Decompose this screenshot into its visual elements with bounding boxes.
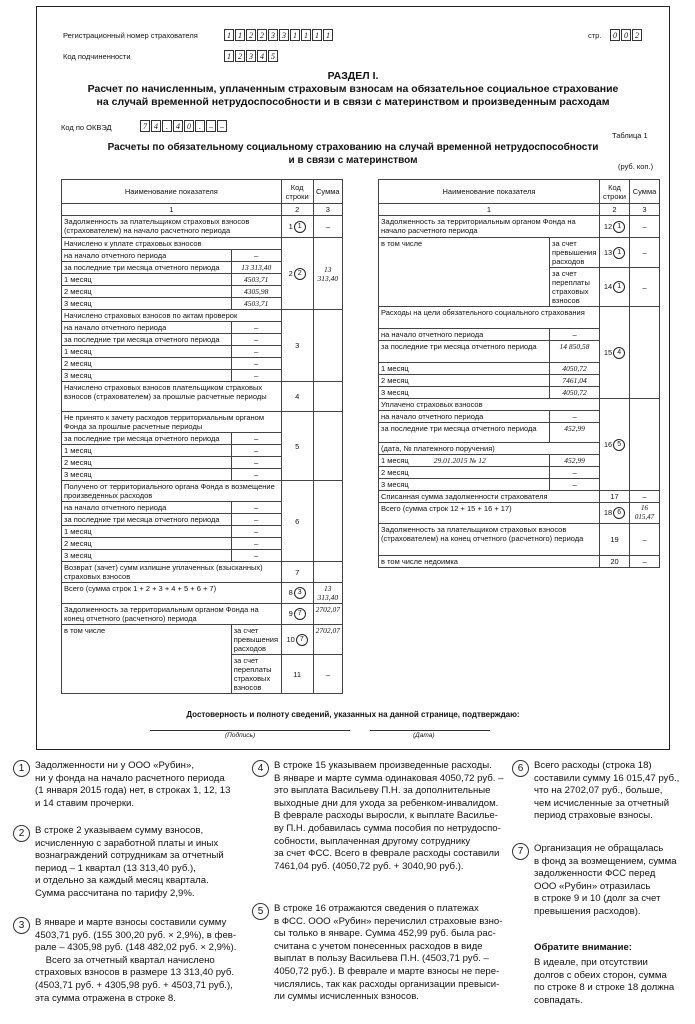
code-cell: 7 — [140, 120, 150, 132]
code-cell: 1 — [224, 29, 234, 41]
code-cell: . — [162, 120, 172, 132]
sub-value: – — [231, 334, 281, 346]
note-line: Задолженности ни у ООО «Рубин», — [35, 760, 194, 771]
note-line: за счет ФСС. Всего в феврале расходы составили — [274, 848, 500, 860]
code-cell: 1 — [323, 29, 333, 41]
note-line: в ФСС. ООО «Рубин» перечислил страховые взно- — [274, 915, 503, 927]
sub-value: – — [550, 329, 600, 341]
row-label: в том числе недоимка — [379, 556, 600, 568]
sub-code-cells — [224, 50, 279, 62]
row-sum: 13 313,40 — [313, 238, 342, 310]
row-code: 12 1 — [600, 216, 630, 238]
note-line: и 14 ставим прочерки. — [35, 797, 135, 809]
sub-value: – — [231, 457, 281, 469]
row-sum — [313, 412, 342, 481]
code-cell: 1 — [224, 50, 234, 62]
note-line: задолженности ФСС перед — [534, 868, 656, 880]
note-line: составили сумму 16 015,47 руб., — [534, 772, 680, 784]
col-name-header: Наименование показателя — [379, 180, 600, 204]
note-line: совпадать. — [534, 994, 583, 1006]
badge-icon: 7 — [294, 608, 306, 620]
sub-value: – — [231, 526, 281, 538]
code-cell: 1 — [301, 29, 311, 41]
row-code: 18 6 — [600, 503, 630, 524]
sub-code-label: Код подчиненности — [63, 52, 131, 61]
note-text — [274, 760, 503, 873]
sub-value: – — [231, 358, 281, 370]
code-cell: 0 — [610, 29, 620, 41]
col-sum-header: Сумма — [313, 180, 342, 204]
row-sum: – — [629, 556, 659, 568]
col-num: 3 — [629, 204, 659, 216]
row-sum: 2702,07 — [313, 604, 342, 625]
note-line: исчисленную с заработной платы и иных — [35, 837, 219, 849]
table-title-1: Расчеты по обязательному социальному страхованию на случай временной нетрудоспособности — [107, 142, 599, 153]
sub-label: 3 месяц — [62, 550, 232, 562]
row-sum: – — [629, 524, 659, 556]
sub-value: 4503,71 — [231, 298, 281, 310]
note-line: выходные дни для ухода за ребенком-инвалидом. — [274, 797, 499, 809]
table-title-2: и в связи с материнством — [288, 155, 418, 166]
row-label: за счет переплаты страховых взносов — [550, 268, 600, 307]
note-line: в фонд за возмещением, сумма — [534, 855, 677, 867]
sub-label: на начало отчетного периода — [379, 411, 550, 423]
code-cell: 2 — [632, 29, 642, 41]
code-cell: 2 — [246, 29, 256, 41]
code-cell: 1 — [312, 29, 322, 41]
note-line: Всего расходы (строка 18) — [534, 760, 652, 771]
note-text — [35, 917, 236, 1005]
note-line: В строке 15 указываем произведенные расходы. — [274, 760, 492, 771]
col-num: 2 — [600, 204, 630, 216]
sign-line — [150, 730, 350, 731]
badge-icon: 1 — [613, 247, 625, 259]
sub-value: – — [231, 346, 281, 358]
row-label: Уплачено страховых взносов — [379, 399, 600, 411]
note-text — [534, 843, 677, 919]
sub-label: за последние три месяца отчетного периода — [379, 341, 550, 363]
note-line: Всего за отчетный квартал начислено — [35, 954, 215, 966]
sub-label: на начало отчетного периода — [62, 250, 232, 262]
row-sum: – — [313, 655, 342, 694]
section-subtitle-2: на случай временной нетрудоспособности и в связи с материнством и произведенным расходам — [96, 96, 610, 108]
right-table — [378, 179, 660, 568]
row-code: 14 1 — [600, 268, 630, 307]
sub-label: за последние три месяца отчетного периода — [62, 262, 232, 274]
row-sum: – — [629, 238, 659, 268]
row-sum: 2702,07 — [313, 625, 342, 655]
note-line: ни у фонда на начало расчетного периода — [35, 772, 225, 784]
note-line: ООО «Рубин» отразилась — [534, 880, 651, 892]
sub-value: 14 850,58 — [550, 341, 600, 363]
note-line: собности, выплаченная другому сотруднику — [274, 835, 471, 847]
row-code: 3 — [281, 310, 313, 382]
row-sum — [313, 562, 342, 583]
left-table — [61, 179, 343, 694]
badge-icon: 7 — [512, 843, 529, 860]
reg-number-label: Регистрационный номер страхователя — [63, 31, 198, 40]
code-cell: 3 — [246, 50, 256, 62]
row-sum: 16 015,47 — [629, 503, 659, 524]
sub-value: 4305,98 — [231, 286, 281, 298]
sub-label: 1 месяц — [62, 526, 232, 538]
attention-title: Обратите внимание: — [534, 942, 632, 953]
sub-label: 2 месяц — [62, 358, 232, 370]
row-code: 6 — [281, 481, 313, 562]
row-label: за счет переплаты страховых взносов — [231, 655, 281, 694]
row-sum: – — [629, 491, 659, 503]
sub-label: 1 месяц — [62, 445, 232, 457]
row-code: 10 7 — [281, 625, 313, 655]
sub-label: 1 месяц — [62, 346, 232, 358]
badge-icon: 5 — [252, 903, 269, 920]
table-number: Таблица 1 — [612, 131, 648, 140]
sub-label: 2 месяц — [379, 467, 550, 479]
row-label: Всего (сумма строк 12 + 15 + 16 + 17) — [379, 503, 600, 524]
code-cell: 4 — [151, 120, 161, 132]
date-line — [370, 730, 490, 731]
attention-text — [534, 957, 694, 1007]
badge-icon: 3 — [294, 587, 306, 599]
col-num: 2 — [281, 204, 313, 216]
row-sum: – — [313, 216, 342, 238]
note-line: 4050,72 руб.). В феврале и марте взносы не пере- — [274, 965, 500, 977]
row-code: 4 — [281, 382, 313, 412]
sub-value: – — [231, 370, 281, 382]
sub-value: – — [231, 322, 281, 334]
col-code-header: Код строки — [600, 180, 630, 204]
badge-icon: 5 — [613, 439, 625, 451]
row-label: Начислено страховых взносов по актам проверок — [62, 310, 282, 322]
row-label: Задолженность за территориальным органом Фонда на начало расчетного периода — [379, 216, 600, 238]
note-line: эта сумма отражена в строке 8. — [35, 992, 176, 1004]
row-sum — [313, 481, 342, 562]
col-name-header: Наименование показателя — [62, 180, 282, 204]
code-cell: 0 — [184, 120, 194, 132]
col-num: 3 — [313, 204, 342, 216]
row-label: в том числе — [62, 625, 232, 694]
code-cell: 2 — [235, 50, 245, 62]
row-code: 2 2 — [281, 238, 313, 310]
code-cell: 1 — [290, 29, 300, 41]
row-label: Задолженность за плательщиком страховых взносов (страхователем) на начало расчетного периода — [62, 216, 282, 238]
row-code: 9 7 — [281, 604, 313, 625]
note-line: В строке 16 отражаются сведения о платежах — [274, 903, 479, 914]
note-line: страховых взносов в размере 13 313,40 руб. — [35, 967, 234, 979]
page-number-cells — [610, 29, 643, 41]
code-cell: 2 — [257, 29, 267, 41]
note-text — [274, 903, 502, 1004]
sub-value: – — [550, 467, 600, 479]
sign-caption: (Подпись) — [225, 732, 256, 739]
sub-value: – — [231, 538, 281, 550]
note-line: (1 января 2015 года) нет, в строках 1, 12, 13 — [35, 785, 231, 797]
row-label: Возврат (зачет) сумм излишне уплаченных (взысканных) страховых взносов — [62, 562, 282, 583]
code-cell: 0 — [621, 29, 631, 41]
confirm-text: Достоверность и полноту сведений, указанных на данной странице, подтверждаю: — [186, 710, 520, 719]
badge-icon: 1 — [613, 281, 625, 293]
note-line: в строке 9 и 10 (долг за счет — [534, 893, 661, 905]
row-sum: – — [629, 216, 659, 238]
row-label: Списанная сумма задолженности страхователя — [379, 491, 600, 503]
note-line: превышения расходов). — [534, 905, 641, 917]
col-code-header: Код строки — [281, 180, 313, 204]
row-code: 13 1 — [600, 238, 630, 268]
sub-label: на начало отчетного периода — [62, 322, 232, 334]
note-line: выплат в пользу Васильева П.Н. (4503,71 руб. – — [274, 953, 489, 965]
sub-label: за последние три месяца отчетного периода — [379, 423, 550, 443]
row-code: 7 — [281, 562, 313, 583]
sub-label: 3 месяц — [62, 298, 232, 310]
code-cell: 4 — [173, 120, 183, 132]
code-cell: . — [195, 120, 205, 132]
code-cell: 1 — [235, 29, 245, 41]
note-line: вознаграждений сотрудникам за отчетный — [35, 850, 224, 862]
badge-icon: 4 — [613, 347, 625, 359]
badge-icon: 1 — [294, 221, 306, 233]
row-label: Всего (сумма строк 1 + 2 + 3 + 4 + 5 + 6 + 7) — [62, 583, 282, 604]
badge-icon: 6 — [512, 760, 529, 777]
sub-value: – — [231, 445, 281, 457]
row-label: Задолженность за территориальным органом Фонда на конец отчетного (расчетного) периода — [62, 604, 282, 625]
row-code: 19 — [600, 524, 630, 556]
row-label: Начислено страховых взносов плательщиком страховых взносов (страхователем) за прошлые расчетные периоды — [62, 382, 282, 412]
note-line: ли суммы исчисленных взносов. — [274, 991, 419, 1003]
sub-label: 1 месяц — [379, 363, 550, 375]
row-sum — [313, 310, 342, 382]
row-label: Задолженность за плательщиком страховых взносов (страхователем) на конец отчетного (расчетного) периода — [379, 524, 600, 556]
sub-value: – — [231, 433, 281, 445]
page-label: стр. — [588, 31, 602, 40]
badge-icon: 7 — [296, 634, 308, 646]
code-cell: 3 — [268, 29, 278, 41]
sub-label: 2 месяц — [62, 538, 232, 550]
sub-value: – — [231, 469, 281, 481]
note-line: долгов с обеих сторон, сумма — [534, 969, 667, 981]
note-line: рале – 4305,98 руб. (148 482,02 руб. × 2,9%). — [35, 942, 237, 954]
sub-value: 4050,72 — [550, 363, 600, 375]
row-sum — [629, 307, 659, 399]
note-line: период страховые взносы. — [534, 810, 653, 822]
sub-label: 2 месяц — [62, 286, 232, 298]
col-num: 1 — [379, 204, 600, 216]
sub-value: 452,99 — [550, 455, 600, 467]
sub-label: 2 месяц — [379, 375, 550, 387]
units-label: (руб. коп.) — [618, 162, 654, 171]
row-code: 17 — [600, 491, 630, 503]
row-code: 16 5 — [600, 399, 630, 491]
okved-cells — [140, 120, 228, 132]
sub-value: 4503,71 — [231, 274, 281, 286]
row-label: Получено от территориального органа Фонда в возмещение произведенных расходов — [62, 481, 282, 502]
sub-label: 3 месяц — [379, 387, 550, 399]
badge-icon: 1 — [613, 221, 625, 233]
sub-label: 3 месяц — [379, 479, 550, 491]
sub-value: – — [231, 250, 281, 262]
row-code: 5 — [281, 412, 313, 481]
note-text — [534, 760, 679, 823]
row-label: в том числе — [379, 238, 550, 307]
note-line: Организация не обращалась — [534, 843, 664, 854]
note-line: Сумма рассчитана по тарифу 2,9%. — [35, 887, 195, 899]
code-cell: – — [217, 120, 227, 132]
reg-number-cells — [224, 29, 334, 41]
sub-label: за последние три месяца отчетного периода — [62, 334, 232, 346]
badge-icon: 2 — [13, 825, 30, 842]
row-label: Не принято к зачету расходов территориальным органом Фонда за прошлые расчетные периоды — [62, 412, 282, 433]
row-label: Начислено к уплате страховых взносов — [62, 238, 282, 250]
sub-label: 2 месяц — [62, 457, 232, 469]
col-sum-header: Сумма — [629, 180, 659, 204]
sub-value: 4050,72 — [550, 387, 600, 399]
note-line: числялись, так как расходы организации превыси- — [274, 978, 500, 990]
note-text — [35, 825, 224, 901]
note-line: 4503,71 руб. (155 300,20 руб. × 2,9%), в фев- — [35, 929, 237, 941]
note-line: это выплата Васильеву П.Н. за дополнительные — [274, 785, 491, 797]
okved-label: Код по ОКВЭД — [61, 123, 112, 132]
sub-value: – — [231, 514, 281, 526]
note-line: чем исчисленные за отчетный — [534, 797, 670, 809]
code-cell: 3 — [279, 29, 289, 41]
code-cell: 5 — [268, 50, 278, 62]
row-label: Расходы на цели обязательного социального страхования — [379, 307, 600, 329]
note-line: период – 1 квартал (13 313,40 руб.), — [35, 862, 196, 874]
row-label: за счет превышения расходов — [231, 625, 281, 655]
code-cell: 4 — [257, 50, 267, 62]
note-line: и отдельно за каждый месяц квартала. — [35, 875, 209, 887]
sub-label: 1 месяц — [62, 274, 232, 286]
note-line: что на 2702,07 руб., больше, — [534, 785, 663, 797]
sub-label: 3 месяц — [62, 370, 232, 382]
sub-value: – — [550, 479, 600, 491]
sub-label: за последние три месяца отчетного периода — [62, 433, 232, 445]
sub-label: 1 месяц 29.01.2015 № 12 — [379, 455, 550, 467]
note-line: В январе и марте сумма одинаковая 4050,72 руб. – — [274, 772, 504, 784]
note-line: по строке 8 и строке 18 должна — [534, 982, 675, 994]
note-line: (4503,71 руб. + 4305,98 руб. + 4503,71 руб.), — [35, 979, 233, 991]
sub-label: (дата, № платежного поручения) — [379, 443, 600, 455]
sub-value: 7461,04 — [550, 375, 600, 387]
note-line: В идеале, при отсутствии — [534, 957, 648, 968]
section-subtitle-1: Расчет по начисленным, уплаченным страховым взносам на обязательное социальное страхование — [87, 83, 619, 95]
payment-order: 29.01.2015 № 12 — [433, 456, 486, 465]
badge-icon: 1 — [13, 760, 30, 777]
note-line: ву П.Н. добавилась сумма пособия по нетрудоспо- — [274, 822, 501, 834]
sub-value: 452,99 — [550, 423, 600, 443]
row-sum — [629, 399, 659, 491]
badge-icon: 6 — [613, 507, 625, 519]
note-text — [35, 760, 230, 810]
row-code: 20 — [600, 556, 630, 568]
badge-icon: 2 — [294, 268, 306, 280]
section-title: РАЗДЕЛ I. — [327, 70, 379, 82]
sub-label: за последние три месяца отчетного периода — [62, 514, 232, 526]
row-code: 15 4 — [600, 307, 630, 399]
col-num: 1 — [62, 204, 282, 216]
note-line: В феврале расходы выросли, к выплате Василье- — [274, 810, 498, 822]
sub-value: 13 313,40 — [231, 262, 281, 274]
sub-label: 3 месяц — [62, 469, 232, 481]
badge-icon: 3 — [13, 917, 30, 934]
sub-value: – — [231, 502, 281, 514]
sub-label: на начало отчетного периода — [379, 329, 550, 341]
row-sum: 13 313,40 — [313, 583, 342, 604]
row-sum — [313, 382, 342, 412]
code-cell: – — [206, 120, 216, 132]
note-line: сы только в январе. Сумма 452,99 руб. была рас- — [274, 928, 496, 940]
sub-value: – — [550, 411, 600, 423]
row-code: 1 1 — [281, 216, 313, 238]
note-line: В строке 2 указываем сумму взносов, — [35, 825, 204, 836]
row-code: 11 — [281, 655, 313, 694]
badge-icon: 4 — [252, 760, 269, 777]
note-line: В январе и марте взносы составили сумму — [35, 917, 227, 928]
note-line: 7461,04 руб. (4050,72 руб. + 3040,90 руб.). — [274, 860, 464, 872]
note-line: считана с учетом понесенных расходов в виде — [274, 940, 483, 952]
date-caption: (Дата) — [413, 732, 435, 739]
row-code: 8 3 — [281, 583, 313, 604]
sub-label: на начало отчетного периода — [62, 502, 232, 514]
sub-value: – — [231, 550, 281, 562]
row-label: за счет превышения расходов — [550, 238, 600, 268]
row-sum: – — [629, 268, 659, 307]
